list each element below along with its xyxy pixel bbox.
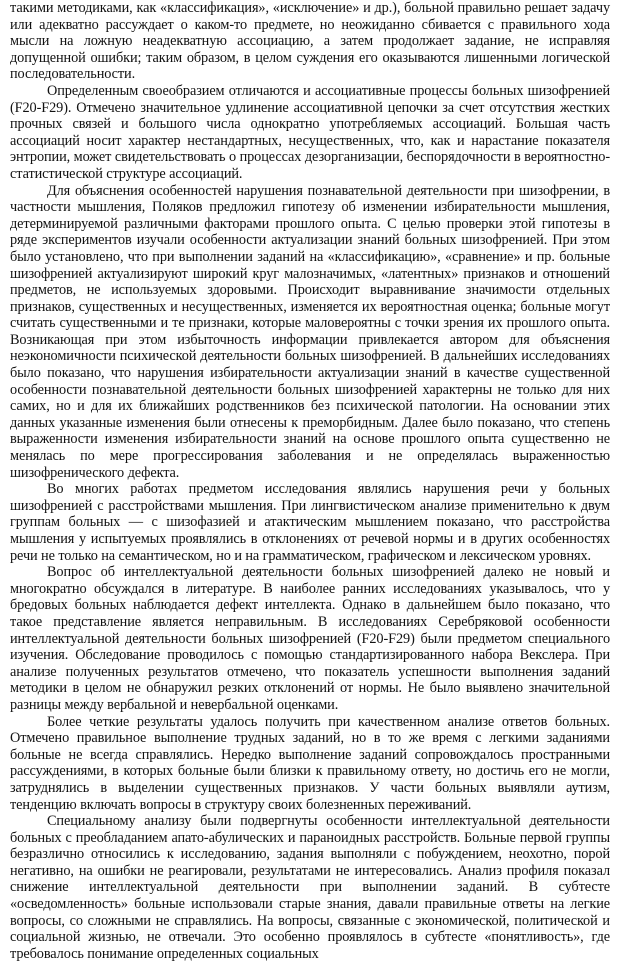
paragraph-7: Специальному анализу были подвергнуты особенности интеллектуальной деятельности больных с преобладанием апато-абулических и параноидных расстройств. Больные первой группы безразлично относились к исследованию, задания выполняли с побуждением, неохотно, порой негативно, на ошибки не реагировали, результатами не интересовались. Анализ профиля показал снижение интеллектуальной деятельности при выполнении заданий. В субтесте «осведомленность» больные использовали старые знания, давали правильные ответы на легкие вопросы, со сложными не справлялись. На вопросы, связанные с экономической, политической и социальной жизнью, не отвечали. Это особенно проявлялось в субтесте «понятливость», где требовалось понимание определенных социальных bbox=[10, 813, 610, 962]
paragraph-5: Вопрос об интеллектуальной деятельности больных шизофренией далеко не новый и многократно обсуждался в литературе. В наиболее ранних исследованиях указывалось, что у бредовых больных наблюдается дефект интеллекта. Однако в дальнейшем было показано, что такое представление является неправильным. В исследованиях Серебряковой особенности интеллектуальной деятельности больных шизофренией (F20-F29) были предметом специального изучения. Обследование проводилось с помощью стандартизированного набора Векслера. При анализе полученных результатов отмечено, что показатель успешности выполнения заданий методики в целом не обнаружил резких отклонений от нормы. Не было выявлено значительной разницы между вербальной и невербальной оценками. bbox=[10, 564, 610, 713]
paragraph-6: Более четкие результаты удалось получить при качественном анализе ответов больных. Отмечено правильное выполнение трудных заданий, но в то же время с легкими заданиями больные не всегда справлялись. Нередко выполнение заданий сопровождалось пространными рассуждениями, в которых больные были близки к правильному ответу, но достичь его не могли, затруднялись в выделении существенных признаков. У части больных выявляли аутизм, тенденцию включать вопросы в структуру своих болезненных переживаний. bbox=[10, 713, 610, 813]
paragraph-3: Для объяснения особенностей нарушения познавательной деятельности при шизофрении, в частности мышления, Поляков предложил гипотезу об изменении избирательности мышления, детерминируемой различными факторами прошлого опыта. С целью проверки этой гипотезы в ряде экспериментов изучали особенности актуализации знаний больных шизофренией. При этом было установлено, что при выполнении заданий на «классификацию», «сравнение» и пр. больные шизофренией актуализируют широкий круг малозначимых, «латентных» признаков и отношений предметов, не используемых здоровыми. Происходит выравнивание значимости отдельных признаков, существенных и несущественных, изменяется их вероятностная оценка; больные могут считать существенными и те признаки, которые маловероятны с точки зрения их прошлого опыта. Возникающая при этом избыточность информации привлекается автором для объяснения неэкономичности психической деятельности больных шизофренией. В дальнейших исследованиях было показано, что нарушения избирательности актуализации знаний в качестве существенной особенности познавательной деятельности больных шизофренией характерны не только для них самих, но и для их ближайших родственников без психической патологии. На основании этих данных указанные изменения были отнесены к преморбидным. Далее было показано, что степень выраженности изменения избирательности знаний на основе прошлого опыта существенно не менялась по мере прогрессирования заболевания и не определялась выраженностью шизофренического дефекта. bbox=[10, 182, 610, 481]
paragraph-4: Во многих работах предметом исследования являлись нарушения речи у больных шизофренией с расстройствами мышления. При лингвистическом анализе применительно к двум группам больных — с шизофазией и атактическим мышлением показано, что расстройства мышления у испытуемых проявлялись в отклонениях от речевой нормы и в других особенностях речи не только на семантическом, но и на грамматическом, графическом и лексическом уровнях. bbox=[10, 481, 610, 564]
paragraph-2: Определенным своеобразием отличаются и ассоциативные процессы больных шизофренией (F20-F29). Отмечено значительное удлинение ассоциативной цепочки за счет отсутствия жестких прочных связей и большого числа однократно употребляемых ассоциаций. Большая часть ассоциаций носит характер нестандартных, несущественных, что, как и нарастание показателя энтропии, может свидетельствовать о процессах дезорганизации, беспорядочности в вероятностно-статистической структуре ассоциаций. bbox=[10, 82, 610, 182]
paragraph-1: такими методиками, как «классификация», «исключение» и др.), больной правильно решает задачу или адекватно рассуждает о каком-то предмете, но неожиданно сбивается с правильного хода мысли на ложную неадекватную ассоциацию, а затем продолжает задание, не исправляя допущенной ошибки; таким образом, в целом суждения его оказываются лишенными логической последовательности. bbox=[10, 0, 610, 83]
